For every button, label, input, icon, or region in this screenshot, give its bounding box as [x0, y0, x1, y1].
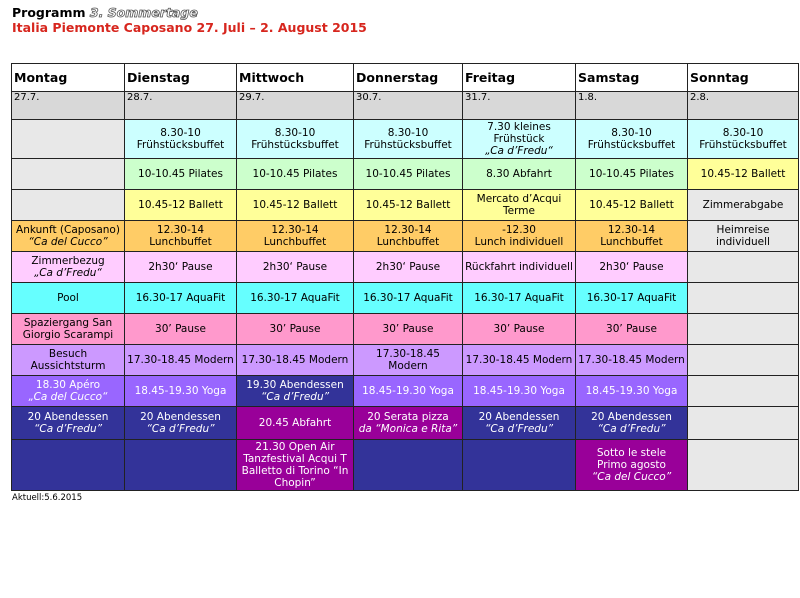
activity-text: Giorgio Scarampi: [22, 329, 114, 341]
schedule-cell: [12, 190, 125, 221]
schedule-cell: [576, 283, 688, 314]
schedule-cell: [237, 345, 354, 376]
activity-text: 7.30 kleines: [487, 121, 551, 133]
schedule-cell: [576, 221, 688, 252]
activity-text: 16.30-17 AquaFit: [363, 292, 453, 304]
schedule-cell: [354, 440, 463, 491]
activity-text: 17.30-18.45 Modern: [578, 354, 685, 366]
schedule-cell: [125, 376, 237, 407]
activity-text: Zimmerbezug: [31, 255, 105, 267]
activity-text: Lunchbuffet: [600, 236, 663, 248]
schedule-cell: [576, 252, 688, 283]
activity-text: 20 Abendessen: [478, 411, 560, 423]
schedule-cell: [125, 440, 237, 491]
document-header: [12, 5, 367, 35]
schedule-row: [12, 376, 799, 407]
activity-text: 10-10.45 Pilates: [365, 168, 451, 180]
schedule-cell: [12, 345, 125, 376]
activity-text: Mercato d’Acqui: [476, 193, 562, 205]
day-header-samstag: Samstag: [576, 64, 688, 92]
activity-text: 18.45-19.30 Yoga: [362, 385, 454, 397]
activity-text: 8.30-10: [274, 127, 316, 139]
schedule-cell: [354, 252, 463, 283]
schedule-cell: [237, 376, 354, 407]
schedule-cell: [463, 345, 576, 376]
activity-text: 20 Abendessen: [591, 411, 672, 423]
schedule-cell: [576, 345, 688, 376]
activity-text: Frühstücksbuffet: [587, 139, 676, 151]
schedule-cell: [12, 120, 125, 159]
activity-text: Besuch: [48, 348, 88, 360]
activity-text: Zimmerabgabe: [702, 199, 784, 211]
activity-text: 2h30‘ Pause: [148, 261, 213, 273]
schedule-cell: [688, 190, 799, 221]
activity-text: 17.30-18.45 Modern: [465, 354, 573, 366]
activity-text: 10-10.45 Pilates: [589, 168, 674, 180]
activity-text: 10-10.45 Pilates: [252, 168, 338, 180]
schedule-cell: [688, 283, 799, 314]
weekday-header-row: [12, 64, 799, 92]
schedule-cell: [463, 120, 576, 159]
activity-text: 20 Serata pizza: [367, 411, 449, 423]
schedule-cell: [237, 440, 354, 491]
schedule-cell: [125, 252, 237, 283]
date-cell: 31.7.: [463, 92, 576, 120]
schedule-cell: [237, 407, 354, 440]
activity-text: 19.30 Abendessen: [246, 379, 344, 391]
activity-text: 16.30-17 AquaFit: [586, 292, 677, 304]
activity-text: Rückfahrt individuell: [465, 261, 573, 273]
schedule-cell: [12, 283, 125, 314]
schedule-cell: [688, 120, 799, 159]
activity-text: 18.45-19.30 Yoga: [134, 385, 227, 397]
activity-text: 8.30-10: [160, 127, 201, 139]
activity-text: -12.30: [502, 224, 536, 236]
schedule-row: [12, 252, 799, 283]
schedule-cell: [688, 440, 799, 491]
activity-text: 30’ Pause: [269, 323, 321, 335]
day-header-dienstag: Dienstag: [125, 64, 237, 92]
schedule-cell: [463, 190, 576, 221]
schedule-cell: [354, 190, 463, 221]
schedule-cell: [576, 159, 688, 190]
schedule-cell: [12, 159, 125, 190]
activity-text: 10.45-12 Ballett: [589, 199, 674, 211]
schedule-cell: [125, 221, 237, 252]
activity-text: 12.30-14 Lunchbuffet: [263, 224, 327, 248]
activity-text: Frühstücksbuffet: [136, 139, 225, 151]
schedule-row: [12, 120, 799, 159]
schedule-cell: [125, 314, 237, 345]
date-cell: 28.7.: [125, 92, 237, 120]
schedule-row: [12, 345, 799, 376]
schedule-cell: [576, 190, 688, 221]
activity-text: 8.30 Abfahrt: [486, 168, 552, 180]
venue-name: „Ca del Cucco“: [28, 391, 108, 403]
schedule-cell: [463, 252, 576, 283]
day-header-montag: Montag: [12, 64, 125, 92]
venue-name: “Ca d’Fredu”: [597, 423, 666, 435]
schedule-cell: [354, 345, 463, 376]
schedule-cell: [688, 314, 799, 345]
activity-text: 16.30-17 AquaFit: [474, 292, 564, 304]
activity-text: 10.45-12 Ballett: [138, 199, 223, 211]
activity-text: 16.30-17 AquaFit: [135, 292, 226, 304]
schedule-cell: [237, 283, 354, 314]
activity-text: 30’ Pause: [382, 323, 434, 335]
activity-text: 18.45-19.30 Yoga: [585, 385, 678, 397]
schedule-cell: [688, 376, 799, 407]
venue-name: “Ca del Cucco”: [591, 471, 672, 483]
venue-name: “Ca d’Fredu”: [260, 391, 330, 403]
schedule-cell: [576, 314, 688, 345]
activity-text: 20 Abendessen: [27, 411, 109, 423]
activity-text: 2h30‘ Pause: [262, 261, 328, 273]
activity-text: Aussichtsturm: [30, 360, 106, 372]
day-header-freitag: Freitag: [463, 64, 576, 92]
schedule-cell: [463, 440, 576, 491]
activity-text: 16.30-17 AquaFit: [250, 292, 340, 304]
schedule-cell: [354, 407, 463, 440]
schedule-cell: [688, 407, 799, 440]
date-cell: 27.7.: [12, 92, 125, 120]
date-cell: 2.8.: [688, 92, 799, 120]
activity-text: Sotto le stele: [596, 447, 667, 459]
activity-text: Frühstücksbuffet: [699, 139, 787, 151]
activity-text: Frühstücksbuffet: [364, 139, 452, 151]
venue-name: „Ca d’Fredu“: [485, 145, 553, 157]
venue-name: „Ca d’Fredu“: [34, 267, 102, 279]
program-title: [12, 5, 367, 20]
activity-text: 10.45-12 Ballett: [700, 168, 786, 180]
schedule-row: [12, 221, 799, 252]
title-prefix: Programm: [12, 5, 86, 20]
title-highlight: 3. Sommertage: [89, 5, 198, 20]
activity-text: 12.30-14: [156, 224, 205, 236]
schedule-row: [12, 283, 799, 314]
schedule-row: [12, 314, 799, 345]
activity-text: 30’ Pause: [155, 323, 206, 335]
activity-text: Lunchbuffet: [149, 236, 212, 248]
schedule-cell: [576, 407, 688, 440]
activity-text: 2h30‘ Pause: [599, 261, 664, 273]
activity-text: Primo agosto: [597, 459, 666, 471]
schedule-cell: [576, 440, 688, 491]
activity-text: Balletto di Torino “In: [241, 465, 349, 477]
schedule-cell: [463, 376, 576, 407]
schedule-cell: [688, 345, 799, 376]
schedule-cell: [125, 159, 237, 190]
date-cell: 30.7.: [354, 92, 463, 120]
activity-text: Tanzfestival Acqui T: [243, 453, 347, 465]
schedule-cell: [354, 283, 463, 314]
schedule-cell: [237, 159, 354, 190]
schedule-cell: [463, 221, 576, 252]
schedule-cell: [237, 221, 354, 252]
schedule-cell: [576, 120, 688, 159]
activity-text: Pool: [57, 292, 79, 304]
activity-text: 17.30-18.45 Modern: [127, 354, 234, 366]
schedule-cell: [237, 314, 354, 345]
venue-name: “Ca del Cucco”: [28, 236, 108, 248]
activity-text: 20 Abendessen: [140, 411, 221, 423]
schedule-cell: [12, 376, 125, 407]
schedule-cell: [12, 314, 125, 345]
schedule-cell: [12, 407, 125, 440]
activity-text: Chopin”: [274, 477, 316, 489]
activity-text: Ankunft (Caposano): [16, 224, 120, 236]
venue-name: da “Monica e Rita”: [358, 423, 458, 435]
schedule-row: [12, 159, 799, 190]
schedule-row: [12, 190, 799, 221]
schedule-cell: [12, 221, 125, 252]
schedule-cell: [125, 120, 237, 159]
activity-text: Heimreise individuell: [716, 224, 770, 248]
activity-text: Lunchbuffet: [376, 236, 440, 248]
schedule-cell: [354, 120, 463, 159]
schedule-cell: [237, 190, 354, 221]
schedule-cell: [463, 314, 576, 345]
venue-name: “Ca d’Fredu”: [146, 423, 215, 435]
day-header-mittwoch: Mittwoch: [237, 64, 354, 92]
activity-text: Lunch individuell: [474, 236, 564, 248]
activity-text: 30’ Pause: [493, 323, 545, 335]
schedule-cell: [354, 159, 463, 190]
activity-text: 18.45-19.30 Yoga: [473, 385, 565, 397]
activity-text: 12.30-14: [384, 224, 432, 236]
venue-name: “Ca d’Fredu”: [484, 423, 554, 435]
schedule-cell: [576, 376, 688, 407]
schedule-cell: [125, 407, 237, 440]
schedule-table: [11, 63, 799, 491]
activity-text: 10.45-12 Ballett: [252, 199, 338, 211]
schedule-cell: [688, 252, 799, 283]
activity-text: Terme: [503, 205, 535, 217]
schedule-cell: [354, 314, 463, 345]
activity-text: 2h30‘ Pause: [375, 261, 441, 273]
schedule-cell: [463, 283, 576, 314]
activity-text: 18.30 Apéro: [35, 379, 101, 391]
day-header-donnerstag: Donnerstag: [354, 64, 463, 92]
last-updated: Aktuell:5.6.2015: [12, 493, 83, 503]
activity-text: 20.45 Abfahrt: [258, 417, 332, 429]
schedule-cell: [125, 190, 237, 221]
schedule-cell: [237, 252, 354, 283]
date-cell: 1.8.: [576, 92, 688, 120]
activity-text: 10-10.45 Pilates: [138, 168, 223, 180]
program-subtitle: Italia Piemonte Caposano 27. Juli – 2. August 2015: [12, 20, 367, 35]
date-row: [12, 92, 799, 120]
activity-text: 8.30-10: [387, 127, 429, 139]
schedule-cell: [354, 221, 463, 252]
venue-name: “Ca d’Fredu”: [33, 423, 103, 435]
schedule-cell: [237, 120, 354, 159]
schedule-cell: [12, 252, 125, 283]
activity-text: 10.45-12 Ballett: [365, 199, 451, 211]
schedule-cell: [688, 159, 799, 190]
activity-text: 17.30-18.45 Modern: [241, 354, 349, 366]
schedule-cell: [12, 440, 125, 491]
schedule-cell: [354, 376, 463, 407]
schedule-cell: [463, 407, 576, 440]
activity-text: 8.30-10: [722, 127, 764, 139]
activity-text: 21.30 Open Air: [255, 441, 335, 453]
schedule-cell: [125, 283, 237, 314]
activity-text: Frühstücksbuffet: [251, 139, 339, 151]
activity-text: 30’ Pause: [606, 323, 657, 335]
schedule-cell: [688, 221, 799, 252]
schedule-cell: [125, 345, 237, 376]
activity-text: 12.30-14: [607, 224, 656, 236]
schedule-cell: [463, 159, 576, 190]
day-header-sonntag: Sonntag: [688, 64, 799, 92]
schedule-row: [12, 440, 799, 491]
schedule-row: [12, 407, 799, 440]
activity-text: Frühstück: [493, 133, 545, 145]
activity-text: 8.30-10: [611, 127, 652, 139]
date-cell: 29.7.: [237, 92, 354, 120]
activity-text: Spaziergang San: [23, 317, 113, 329]
activity-text: 17.30-18.45 Modern: [376, 348, 440, 372]
